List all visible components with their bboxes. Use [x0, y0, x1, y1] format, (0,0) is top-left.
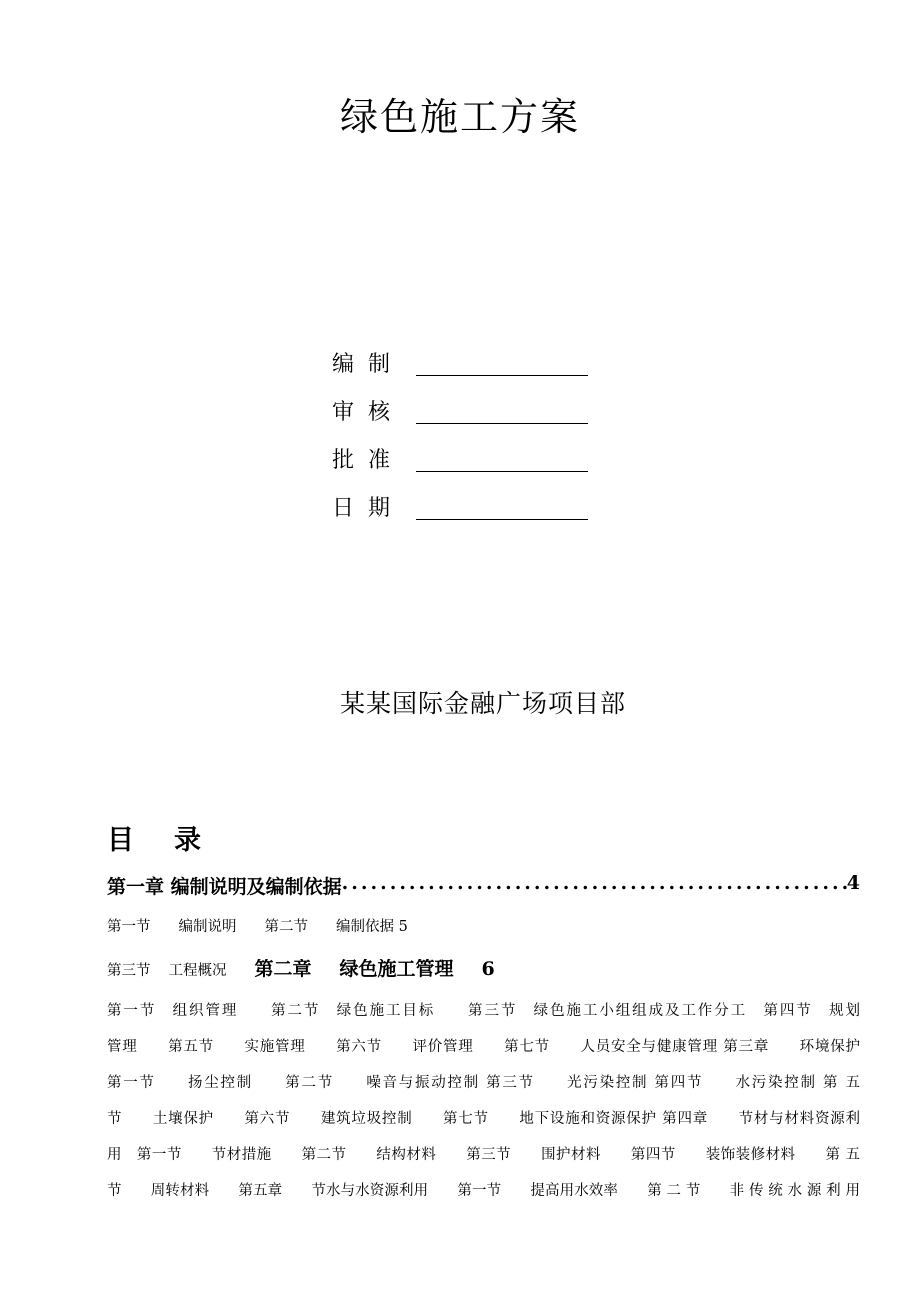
- signoff-row-date: [332, 492, 588, 524]
- toc-line[interactable]: 节 周转材料 第五章 节水与水资源利用 第一节 提高用水效率 第 二 节 非 传 统 水 源 利 用: [107, 1183, 860, 1199]
- toc-chapter-entry[interactable]: 绿色施工管理: [339, 959, 454, 980]
- toc-entry[interactable]: 第三节: [107, 963, 151, 979]
- toc-chapter-entry[interactable]: 第二章: [254, 959, 312, 980]
- toc-entry[interactable]: 第一节: [107, 919, 151, 935]
- signoff-label: 日期: [332, 496, 405, 521]
- signoff-line: [416, 451, 588, 472]
- toc-chapter-1-label: 第一章 编制说明及编制依据: [107, 876, 342, 898]
- signoff-line: [416, 355, 588, 376]
- toc-entry[interactable]: 第二节: [264, 919, 308, 935]
- toc-heading: [107, 818, 201, 857]
- toc-entry[interactable]: 工程概况: [168, 963, 227, 979]
- toc-heading-char-1: 目: [107, 825, 134, 856]
- document-title: 绿色施工方案: [339, 95, 580, 139]
- signoff-row-review: [332, 396, 588, 428]
- signoff-label: 批准: [332, 448, 405, 473]
- toc-line[interactable]: 节 土壤保护 第六节 建筑垃圾控制 第七节 地下设施和资源保护 第四章 节材与材料资源利: [107, 1111, 860, 1127]
- toc-line[interactable]: 用 第一节 节材措施 第二节 结构材料 第三节 围护材料 第四节 装饰装修材料 第 五: [107, 1147, 860, 1163]
- toc-line[interactable]: 管理 第五节 实施管理 第六节 评价管理 第七节 人员安全与健康管理 第三章 环境保护: [107, 1039, 860, 1055]
- signoff-label: 审核: [332, 400, 405, 425]
- toc-line: [107, 917, 860, 937]
- toc-leader-dots: [342, 872, 847, 899]
- toc-chapter-1-page: 4: [846, 872, 860, 894]
- toc-entry[interactable]: 编制依据 5: [336, 919, 408, 935]
- signoff-row-approve: [332, 444, 588, 476]
- toc-line: [107, 959, 860, 981]
- toc-chapter-1[interactable]: [107, 872, 860, 899]
- signoff-row-compile: [332, 348, 588, 380]
- toc-entry[interactable]: 编制说明: [178, 919, 237, 935]
- toc-heading-char-2: 录: [174, 825, 201, 856]
- organization-name: 某某国际金融广场项目部: [339, 689, 626, 718]
- signoff-label: 编制: [332, 352, 405, 377]
- toc-line[interactable]: 第一节 组织管理 第二节 绿色施工目标 第三节 绿色施工小组组成及工作分工 第四节 规划: [107, 1003, 860, 1019]
- toc-page-number: 6: [481, 959, 495, 980]
- toc-line[interactable]: 第一节 扬尘控制 第二节 噪音与振动控制 第三节 光污染控制 第四节 水污染控制 第 五: [107, 1075, 860, 1091]
- signoff-line: [416, 499, 588, 520]
- signoff-line: [416, 403, 588, 424]
